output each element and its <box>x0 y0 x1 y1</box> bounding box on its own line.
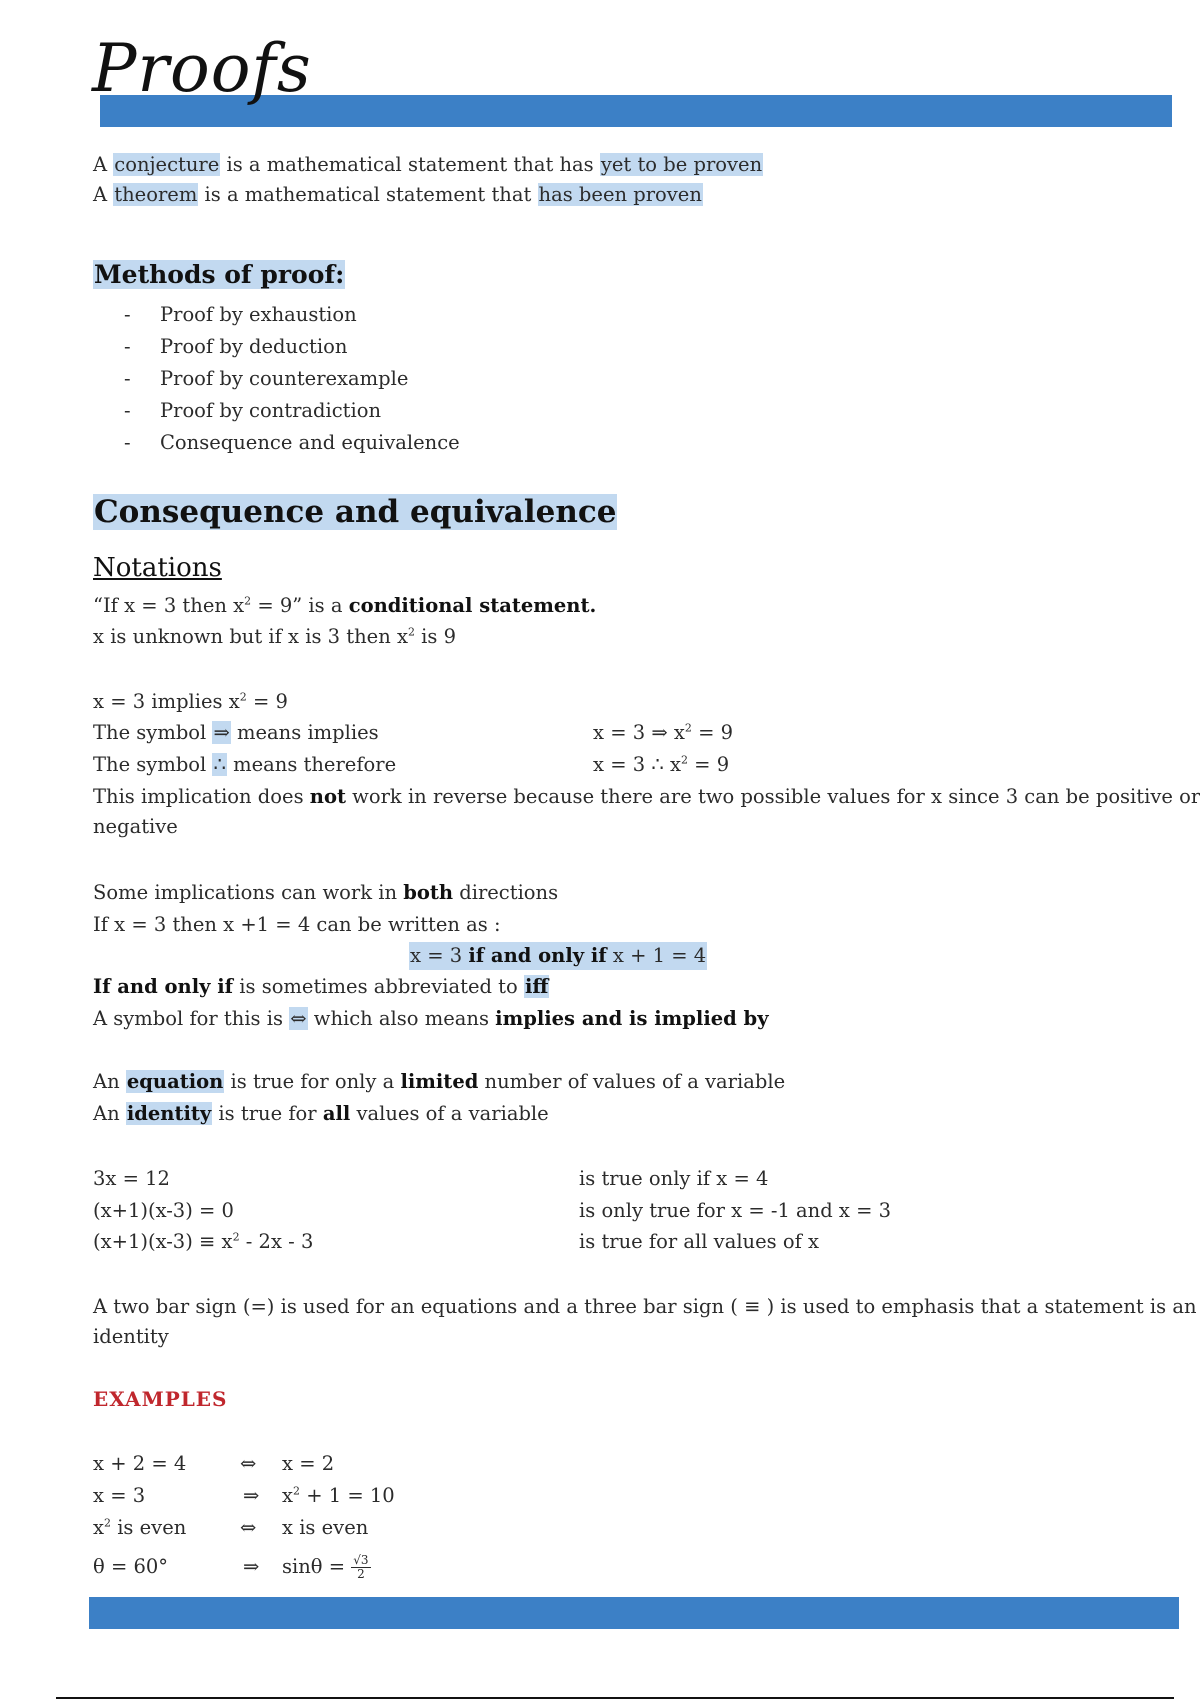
method-item <box>124 299 460 331</box>
equation-definition: An equation is true for only a limited number of values of a variable <box>93 1070 786 1093</box>
therefore-example: x = 3 ∴ $x^2 = 9$ <box>593 753 730 776</box>
footer-bar <box>89 1597 1179 1629</box>
example-right: sinθ = $\frac{√3}{2}$ <box>282 1553 369 1581</box>
example-left: x + 2 = 4 <box>93 1452 187 1475</box>
bar-sign-line: A two bar sign (=) is used for an equations and a three bar sign ( ≡ ) is used to emphasis that a statement is an <box>93 1295 1197 1318</box>
implies-symbol: ⇒ <box>243 1555 260 1578</box>
bullet-dash: - <box>124 399 131 422</box>
implies-example: x = 3 ⇒ $x^2 = 9$ <box>593 721 734 744</box>
equation-term: equation <box>126 1070 224 1093</box>
reverse-line-cont: negative <box>93 815 178 838</box>
table-row-left: 3x = 12 <box>93 1167 170 1190</box>
method-item-label: Proof by deduction <box>160 335 348 358</box>
bullet-dash: - <box>124 303 131 326</box>
page-title: Proofs <box>92 30 312 107</box>
examples-heading: EXAMPLES <box>93 1387 228 1411</box>
table-row-left: (x+1)(x-3) = 0 <box>93 1199 234 1222</box>
iff-symbol: ⇔ <box>240 1452 257 1475</box>
method-item-label: Proof by exhaustion <box>160 303 357 326</box>
symbol-implies-line: The symbol ⇒ means implies <box>93 721 379 744</box>
methods-list <box>124 299 460 459</box>
example-left: θ = 60° <box>93 1555 169 1578</box>
conditional-statement: “If x = 3 then $x^2 = 9$” is a conditional statement. <box>93 594 597 617</box>
method-item <box>124 427 460 459</box>
sqrt3-over-2-fraction: $\frac{√3}{2}$ <box>353 1553 369 1581</box>
method-item <box>124 363 460 395</box>
both-directions-line: Some implications can work in both directions <box>93 881 559 904</box>
example-left: $x^2$ is even <box>93 1516 187 1539</box>
example-left: x = 3 <box>93 1484 146 1507</box>
method-item-label: Proof by counterexample <box>160 367 409 390</box>
example-right: x is even <box>282 1516 369 1539</box>
therefore-symbol: ∴ <box>213 753 226 776</box>
notations-subheading: Notations <box>93 553 222 583</box>
method-item-label: Proof by contradiction <box>160 399 382 422</box>
bar-sign-line-cont: identity <box>93 1325 169 1348</box>
reverse-line: This implication does not work in reverse because there are two possible values for x since 3 can be positive or <box>93 785 1200 808</box>
symbol-therefore-line: The symbol ∴ means therefore <box>93 753 397 776</box>
bullet-dash: - <box>124 335 131 358</box>
method-item <box>124 395 460 427</box>
implies-symbol: ⇒ <box>243 1484 260 1507</box>
method-item <box>124 331 460 363</box>
table-row-right: is only true for x = -1 and x = 3 <box>579 1199 892 1222</box>
bullet-dash: - <box>124 431 131 454</box>
section-heading: Consequence and equivalence <box>94 494 617 530</box>
theorem-definition: A theorem is a mathematical statement that has been proven <box>93 183 702 206</box>
methods-heading: Methods of proof: <box>94 260 345 289</box>
theorem-term: theorem <box>114 183 198 206</box>
table-row-right: is true for all values of x <box>579 1230 820 1253</box>
conjecture-term: conjecture <box>114 153 220 176</box>
example-right: $x^2 + 1 = 10$ <box>282 1484 395 1507</box>
example-right: x = 2 <box>282 1452 335 1475</box>
iff-statement: x = 3 if and only if x + 1 = 4 <box>409 942 707 970</box>
iff-symbol: ⇔ <box>290 1007 307 1030</box>
iff-abbrev-line: If and only if is sometimes abbreviated to iff <box>93 975 549 998</box>
method-item-label: Consequence and equivalence <box>160 431 460 454</box>
identity-definition: An identity is true for all values of a variable <box>93 1102 549 1125</box>
unknown-line: x is unknown but if x is 3 then $x^2$ is 9 <box>93 625 457 648</box>
conjecture-definition: A conjecture is a mathematical statement that has yet to be proven <box>93 153 763 176</box>
implies-symbol: ⇒ <box>213 721 230 744</box>
iff-symbol: ⇔ <box>240 1516 257 1539</box>
table-row-left: $(x+1)(x-3) \equiv x^2 - 2x - 3$ <box>93 1230 314 1253</box>
identity-term: identity <box>126 1102 212 1125</box>
bullet-dash: - <box>124 367 131 390</box>
page-bottom-rule <box>56 1697 1174 1699</box>
written-as-line: If x = 3 then x +1 = 4 can be written as : <box>93 913 501 936</box>
implies-line: x = 3 implies $x^2 = 9$ <box>93 690 288 713</box>
table-row-right: is true only if x = 4 <box>579 1167 769 1190</box>
iff-symbol-line: A symbol for this is ⇔ which also means implies and is implied by <box>93 1007 769 1030</box>
